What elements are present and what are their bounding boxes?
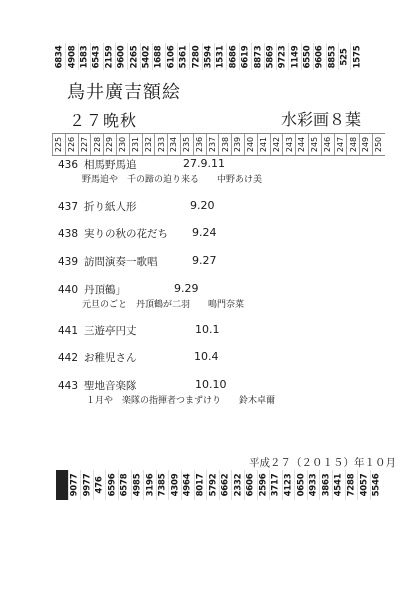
strip-number: 9723	[277, 45, 288, 68]
number-row	[52, 133, 385, 156]
strip-cell	[269, 470, 282, 500]
strip-cell	[226, 43, 238, 70]
strip-cell	[131, 470, 144, 500]
strip-cell	[115, 43, 127, 70]
strip-cell	[244, 470, 257, 500]
strip-cell	[152, 43, 164, 70]
strip-number: 2596	[258, 473, 269, 497]
number-cell-label: 238	[220, 136, 230, 153]
number-cell	[103, 134, 116, 155]
strip-cell	[80, 470, 93, 500]
strip-cell	[78, 43, 90, 70]
strip-cell	[307, 470, 320, 500]
number-cell	[372, 134, 385, 155]
strip-cell	[294, 470, 307, 500]
strip-cell	[202, 43, 214, 70]
strip-number: 1149	[290, 45, 301, 68]
strip-number: 3594	[203, 45, 214, 68]
strip-number: 6578	[119, 473, 130, 497]
entry-date: 9.24	[192, 226, 217, 239]
number-cell-label: 225	[54, 136, 64, 153]
number-cell-label: 231	[131, 136, 141, 153]
strip-cell	[251, 43, 263, 70]
strip-number: 8873	[252, 45, 263, 68]
strip-number: 476	[94, 476, 105, 494]
entry-title: 訪問演奏一歌唱	[84, 256, 158, 268]
strip-cell	[332, 470, 345, 500]
entry-date: 27.9.11	[183, 157, 225, 170]
strip-number: 4309	[170, 473, 181, 497]
strip-number: 4123	[283, 473, 294, 497]
strip-number: 5792	[207, 473, 218, 497]
strip-number: 1688	[153, 45, 164, 68]
strip-cell	[127, 43, 139, 70]
strip-cell	[143, 470, 156, 500]
number-cell	[206, 134, 219, 155]
strip-number: 2332	[233, 473, 244, 497]
entry-title: 丹頂鶴」	[84, 284, 126, 296]
strip-cell	[156, 470, 169, 500]
strip-cell	[105, 470, 118, 500]
strip-number: 6606	[245, 473, 256, 497]
strip-cell	[68, 470, 81, 500]
strip-number: 5361	[178, 45, 189, 68]
strip-number: 6662	[220, 473, 231, 497]
strip-number: 4985	[132, 473, 143, 497]
number-cell-label: 249	[361, 136, 371, 153]
number-cell-label: 247	[335, 136, 345, 153]
strip-cell	[54, 43, 65, 70]
entry-haiku: 元旦のごと 丹頂鶴が二羽 鳴門奈菜	[82, 300, 245, 310]
strip-cell	[345, 470, 358, 500]
number-cell	[218, 134, 231, 155]
entry-number: 442	[58, 352, 79, 364]
number-cell	[65, 134, 78, 155]
strip-number: 5546	[371, 473, 382, 497]
number-cell-label: 234	[169, 136, 179, 153]
number-cell	[154, 134, 167, 155]
subtitle: ２７晩秋	[69, 111, 138, 130]
number-cell-label: 232	[143, 136, 153, 153]
entry-haiku: 野馬追や 千の蹄の迫り来る 中野あけ美	[82, 175, 263, 185]
number-cell	[270, 134, 283, 155]
page-title: 鳥井廣吉額絵	[67, 82, 181, 103]
strip-cell	[140, 43, 152, 70]
strip-cell	[301, 43, 313, 70]
number-cell	[231, 134, 244, 155]
number-cell	[193, 134, 206, 155]
entry-date: 10.1	[195, 323, 220, 336]
entry-date: 9.20	[190, 199, 215, 212]
number-cell-label: 242	[271, 136, 281, 153]
strip-number: 6106	[166, 45, 177, 68]
number-cell-label: 235	[182, 136, 192, 153]
strip-cell	[177, 43, 189, 70]
strip-number: 7385	[157, 473, 168, 497]
number-cell-label: 241	[259, 136, 269, 153]
strip-number: 2265	[129, 45, 140, 68]
entry-title: お稚児さん	[84, 352, 137, 364]
entry-row	[58, 226, 217, 241]
strip-cell	[313, 43, 325, 70]
strip-number: 9600	[116, 45, 127, 68]
number-cell-label: 250	[374, 136, 384, 153]
entry-number: 439	[58, 256, 79, 268]
strip-cell	[231, 470, 244, 500]
top-number-strip	[54, 43, 363, 70]
entry-row	[58, 350, 219, 365]
strip-number: 1531	[215, 45, 226, 68]
entry-title: 折り紙人形	[84, 201, 137, 213]
strip-number: 6619	[240, 45, 251, 68]
strip-number: 5869	[265, 45, 276, 68]
number-cell	[167, 134, 180, 155]
strip-cell	[338, 43, 350, 70]
strip-number: 4057	[359, 473, 370, 497]
strip-cell	[326, 43, 338, 70]
strip-number: 5402	[141, 45, 152, 68]
strip-cell	[118, 470, 131, 500]
strip-cell	[370, 470, 383, 500]
strip-number: 8686	[228, 45, 239, 68]
strip-number: 525	[339, 47, 350, 66]
number-cell	[90, 134, 103, 155]
strip-cell	[65, 43, 77, 70]
strip-number: 3717	[270, 473, 281, 497]
number-cell	[142, 134, 155, 155]
strip-number: 6543	[91, 45, 102, 68]
strip-cell	[214, 43, 226, 70]
entry-row	[58, 282, 199, 297]
strip-number: 2159	[104, 45, 115, 68]
number-cell	[321, 134, 334, 155]
number-cell-label: 237	[207, 136, 217, 153]
number-cell	[346, 134, 359, 155]
number-cell	[78, 134, 91, 155]
strip-cell	[206, 470, 219, 500]
subtitle-right: 水彩画８葉	[281, 110, 362, 129]
entry-title: 聖地音楽隊	[84, 380, 137, 392]
strip-cell	[219, 470, 232, 500]
number-cell-label: 245	[310, 136, 320, 153]
entry-date: 10.10	[195, 378, 227, 391]
number-cell	[129, 134, 142, 155]
number-cell-label: 246	[323, 136, 333, 153]
strip-cell	[189, 43, 201, 70]
entry-number: 440	[58, 284, 79, 296]
entry-title: 三遊亭円丈	[84, 325, 137, 337]
number-cell	[180, 134, 193, 155]
number-cell-label: 236	[195, 136, 205, 153]
entry-number: 436	[58, 159, 79, 171]
number-cell	[116, 134, 129, 155]
strip-cell	[239, 43, 251, 70]
strip-cell	[103, 43, 115, 70]
number-cell-label: 233	[156, 136, 166, 153]
number-cell-label: 229	[105, 136, 115, 153]
entry-title: 相馬野馬追	[84, 159, 137, 171]
strip-number: 4541	[333, 473, 344, 497]
strip-number: 1575	[352, 45, 363, 68]
entry-row	[58, 199, 215, 214]
entry-number: 437	[58, 201, 79, 213]
number-cell-label: 230	[118, 136, 128, 153]
entry-row	[58, 323, 220, 338]
number-cell	[359, 134, 372, 155]
number-cell	[282, 134, 295, 155]
strip-number: 9606	[314, 45, 325, 68]
strip-number: 8017	[195, 473, 206, 497]
strip-cell	[276, 43, 288, 70]
strip-number: 4964	[182, 473, 193, 497]
strip-number: 6550	[302, 45, 313, 68]
entry-date: 9.27	[192, 254, 217, 267]
number-cell	[257, 134, 270, 155]
number-cell	[244, 134, 257, 155]
number-cell	[308, 134, 321, 155]
strip-cell	[357, 470, 370, 500]
entry-row	[58, 157, 225, 172]
entry-date: 9.29	[174, 282, 199, 295]
strip-cell	[288, 43, 300, 70]
footer-date: 平成２７（２０１５）年１０月	[249, 457, 396, 469]
strip-cell	[194, 470, 207, 500]
bottom-number-strip	[56, 470, 382, 500]
strip-cell	[264, 43, 276, 70]
strip-number: 6834	[54, 45, 65, 68]
number-cell	[52, 134, 65, 155]
number-cell-label: 239	[233, 136, 243, 153]
number-cell-label: 240	[246, 136, 256, 153]
number-cell-label: 228	[92, 136, 102, 153]
entry-title: 実りの秋の花だち	[84, 228, 168, 240]
entry-row	[58, 378, 227, 393]
strip-number: 4908	[67, 45, 78, 68]
strip-number: 7280	[190, 45, 201, 68]
strip-cell	[350, 43, 362, 70]
number-cell-label: 226	[67, 136, 77, 153]
entry-haiku: １月や 楽隊の指揮者つまずけり 鈴木卓爾	[86, 396, 276, 406]
strip-number: 1583	[79, 45, 90, 68]
strip-number: 9977	[81, 473, 92, 497]
entry-number: 438	[58, 228, 79, 240]
strip-cell	[257, 470, 270, 500]
strip-cell	[56, 470, 68, 500]
strip-number: 9077	[69, 473, 80, 497]
strip-number: 8853	[327, 45, 338, 68]
number-cell-label: 243	[284, 136, 294, 153]
entry-date: 10.4	[194, 350, 219, 363]
strip-number: 4933	[308, 473, 319, 497]
strip-number: 7288	[346, 473, 357, 497]
strip-cell	[93, 470, 106, 500]
strip-cell	[319, 470, 332, 500]
number-cell-label: 244	[297, 136, 307, 153]
entry-row	[58, 254, 217, 269]
number-cell	[334, 134, 347, 155]
entry-number: 443	[58, 380, 79, 392]
strip-number: 3196	[144, 473, 155, 497]
strip-number: 0650	[296, 473, 307, 497]
number-cell-label: 248	[348, 136, 358, 153]
strip-cell	[168, 470, 181, 500]
strip-number: 6596	[107, 473, 118, 497]
entry-number: 441	[58, 325, 79, 337]
strip-cell	[165, 43, 177, 70]
strip-cell	[181, 470, 194, 500]
strip-number: 3863	[321, 473, 332, 497]
number-cell	[295, 134, 308, 155]
number-cell-label: 227	[80, 136, 89, 153]
strip-cell	[90, 43, 102, 70]
strip-cell	[282, 470, 295, 500]
